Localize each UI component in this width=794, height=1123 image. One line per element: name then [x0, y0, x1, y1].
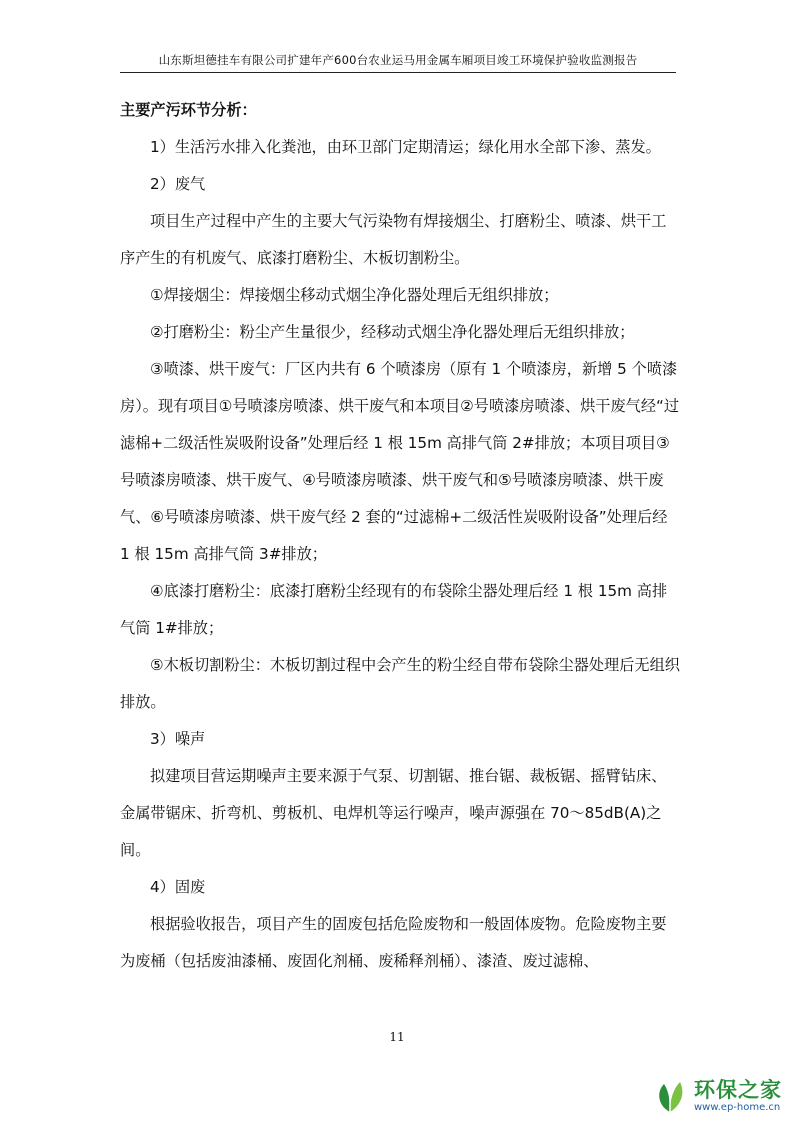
page-number: 11: [389, 1030, 405, 1044]
paragraph-spray-drying: ③喷漆、烘干废气：厂区内共有 6 个喷漆房（原有 1 个喷漆房，新增 5 个喷漆房）。现有项目①号喷漆房喷漆、烘干废气和本项目②号喷漆房喷漆、烘干废气经“过滤棉+二级活性炭吸附设备”处理后经 1 根 15m 高排气筒 2#排放；本项目项目③号喷漆房喷漆、烘干废气、④号喷漆房喷漆、烘干废气和⑤号喷漆房喷漆、烘干废气、⑥号喷漆房喷漆、烘干废气经 2 套的“过滤棉+二级活性炭吸附设备”处理后经 1 根 15m 高排气筒 3#排放；: [120, 360, 680, 563]
subheading-noise: 3）噪声: [150, 730, 206, 748]
paragraph-primer-dust: ④底漆打磨粉尘：底漆打磨粉尘经现有的布袋除尘器处理后经 1 根 15m 高排气筒 1#排放；: [120, 582, 668, 637]
leaf-logo-icon: [650, 1076, 690, 1116]
running-header: 山东斯坦德挂车有限公司扩建年产600台农业运马用金属车厢项目竣工环境保护验收监测报告: [158, 53, 638, 67]
subheading-waste-gas: 2）废气: [150, 175, 206, 193]
watermark-title: 环保之家: [694, 1078, 782, 1102]
watermark: [650, 1072, 794, 1120]
paragraph-grinding-dust: ②打磨粉尘：粉尘产生量很少，经移动式烟尘净化器处理后无组织排放；: [150, 323, 635, 341]
paragraph-wood-dust: ⑤木板切割粉尘：木板切割过程中会产生的粉尘经自带布袋除尘器处理后无组织排放。: [120, 656, 680, 711]
paragraph-wastewater: 1）生活污水排入化粪池，由环卫部门定期清运；绿化用水全部下渗、蒸发。: [150, 138, 661, 156]
header-rule: [120, 72, 676, 73]
paragraph-noise: 拟建项目营运期噪声主要来源于气泵、切割锯、推台锯、裁板锯、摇臂钻床、金属带锯床、折弯机、剪板机、电焊机等运行噪声，噪声源强在 70～85dB(A)之间。: [120, 767, 667, 859]
section-heading: 主要产污环节分析：: [120, 101, 257, 119]
paragraph-solid-waste: 根据验收报告，项目产生的固废包括危险废物和一般固体废物。危险废物主要为废桶（包括废油漆桶、废固化剂桶、废稀释剂桶）、漆渣、废过滤棉、: [120, 915, 667, 970]
watermark-url: www.ep-home.cn: [694, 1102, 781, 1113]
subheading-solid-waste: 4）固废: [150, 878, 206, 896]
report-body: [120, 92, 680, 980]
paragraph-gas-overview: 项目生产过程中产生的主要大气污染物有焊接烟尘、打磨粉尘、喷漆、烘干工序产生的有机废气、底漆打磨粉尘、木板切割粉尘。: [120, 212, 667, 267]
paragraph-welding-fume: ①焊接烟尘：焊接烟尘移动式烟尘净化器处理后无组织排放；: [150, 286, 559, 304]
